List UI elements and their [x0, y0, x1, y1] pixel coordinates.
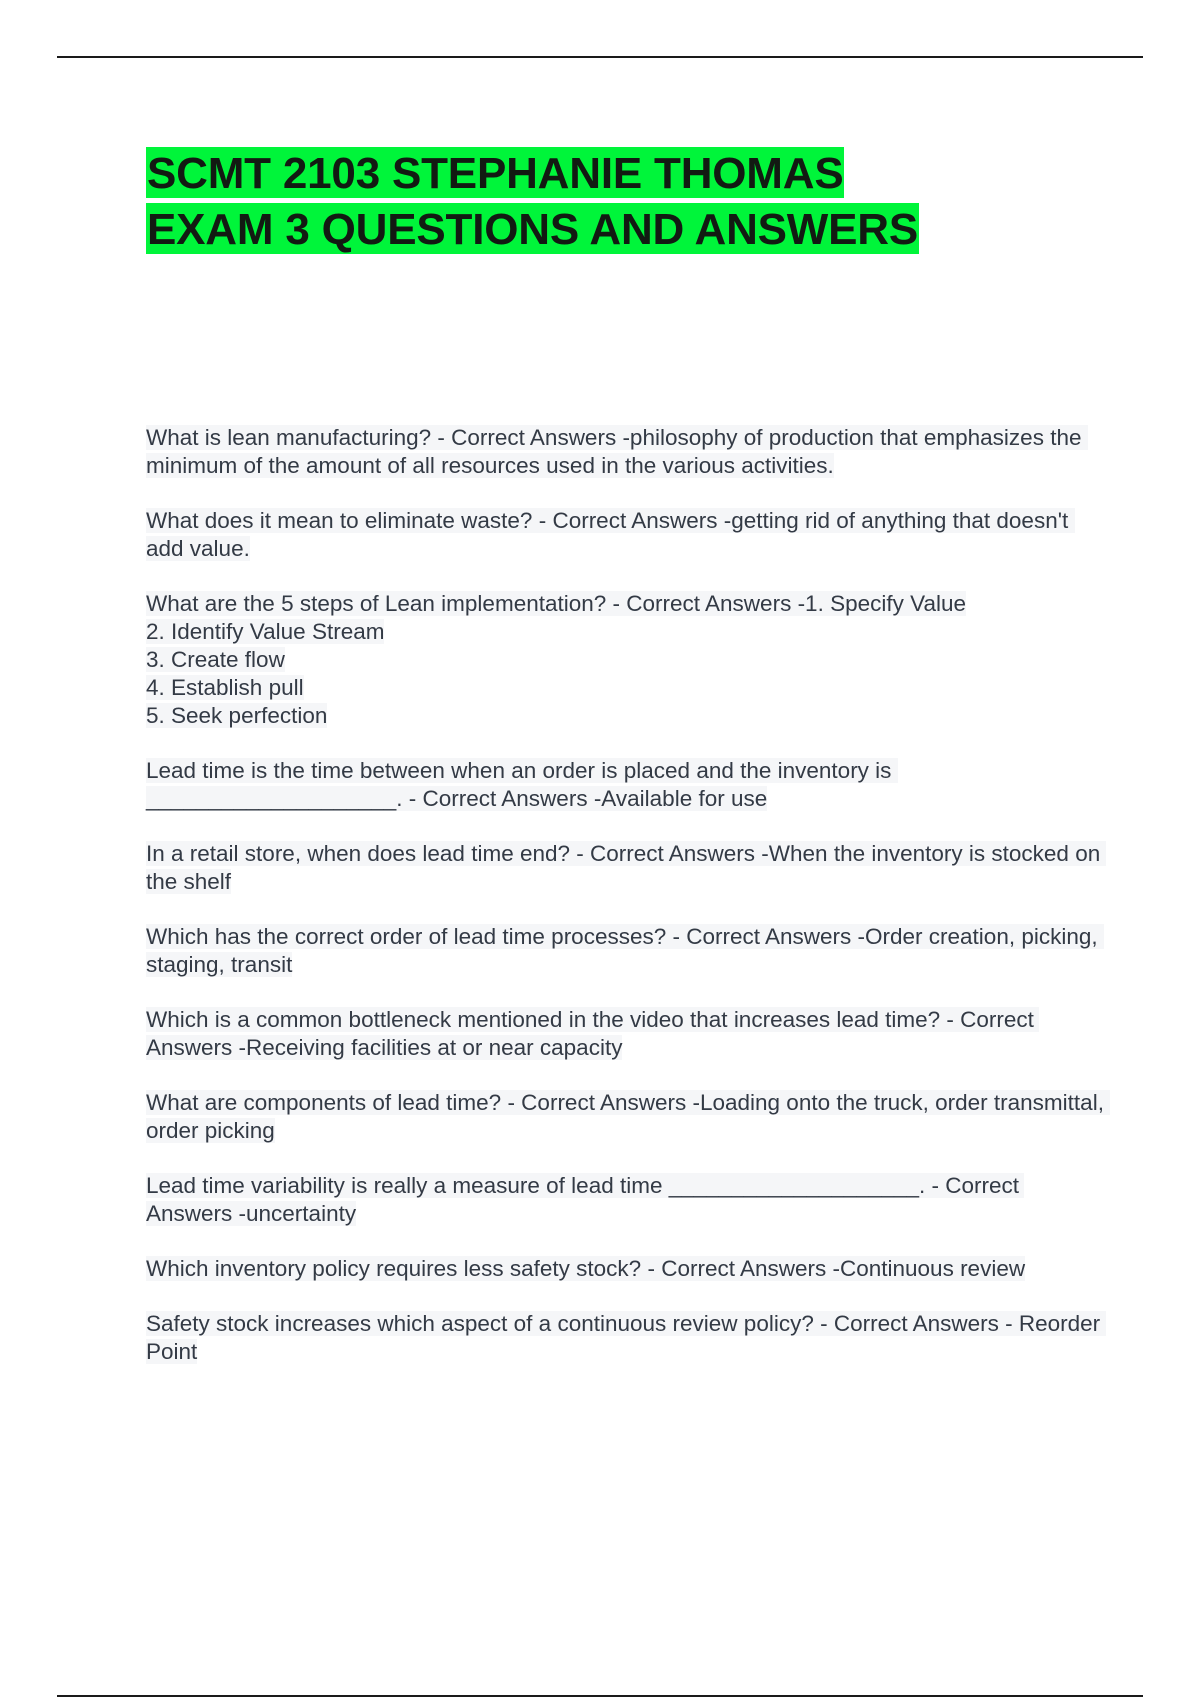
qa-text: What does it mean to eliminate waste? - Correct Answers -getting rid of anything that doesn't add value.: [146, 508, 1075, 561]
qa-text: Which is a common bottleneck mentioned in the video that increases lead time? - Correct Answers -Receiving facilities at or near capacity: [146, 1007, 1039, 1060]
qa-text: What are components of lead time? - Correct Answers -Loading onto the truck, order transmittal, order picking: [146, 1090, 1111, 1143]
qa-text: Which has the correct order of lead time processes? - Correct Answers -Order creation, picking, staging, transit: [146, 924, 1104, 977]
qa-item: [146, 424, 1106, 480]
qa-item: [146, 1172, 1106, 1228]
qa-item: [146, 923, 1106, 979]
qa-item: [146, 840, 1106, 896]
footer-rule: [57, 1695, 1143, 1697]
qa-item: [146, 1006, 1106, 1062]
document-body: [146, 146, 1111, 1393]
qa-item: [146, 757, 1106, 813]
header-rule: [57, 56, 1143, 58]
qa-item: [146, 1089, 1111, 1145]
qa-text: What is lean manufacturing? - Correct Answers -philosophy of production that emphasizes the minimum of the amount of all resources used in the various activities.: [146, 425, 1088, 478]
title-line-2: EXAM 3 QUESTIONS AND ANSWERS: [147, 205, 918, 254]
qa-text: Safety stock increases which aspect of a continuous review policy? - Correct Answers - Reorder Point: [146, 1311, 1107, 1364]
qa-item: [146, 1310, 1106, 1366]
qa-list: [146, 424, 1111, 1366]
document-title: [146, 146, 1106, 258]
qa-text: Lead time is the time between when an order is placed and the inventory is ____________________. - Correct Answers -Available for use: [146, 758, 898, 811]
qa-item: [146, 507, 1106, 563]
qa-text: Lead time variability is really a measure of lead time ____________________. - Correct Answers -uncertainty: [146, 1173, 1025, 1226]
qa-item: [146, 590, 1106, 730]
qa-text: In a retail store, when does lead time end? - Correct Answers -When the inventory is stocked on the shelf: [146, 841, 1107, 894]
qa-text: Which inventory policy requires less safety stock? - Correct Answers -Continuous review: [146, 1256, 1026, 1281]
title-line-1: SCMT 2103 STEPHANIE THOMAS: [147, 149, 844, 198]
qa-text: What are the 5 steps of Lean implementation? - Correct Answers -1. Specify Value 2. Identify Value Stream 3. Create flow 4. Establish pull 5. Seek perfection: [146, 591, 966, 728]
qa-item: [146, 1255, 1106, 1283]
